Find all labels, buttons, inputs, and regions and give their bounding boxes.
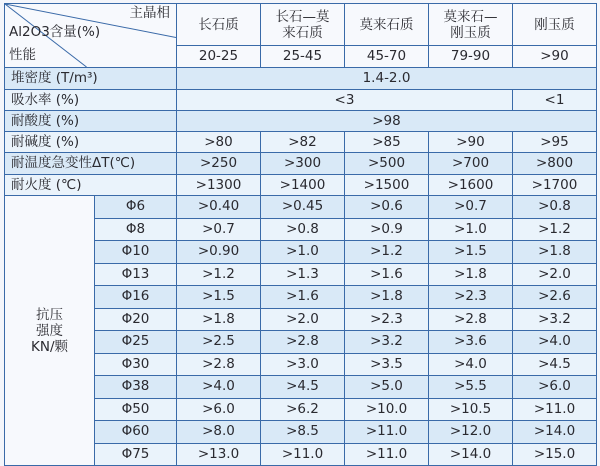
diameter-label: Φ30: [95, 353, 177, 376]
property-value: >82: [261, 132, 345, 153]
property-row: [5, 175, 597, 196]
strength-value: >6.0: [513, 376, 597, 399]
property-value: >1300: [177, 175, 261, 196]
strength-label-line: 抗压: [36, 306, 63, 323]
strength-value: >2.8: [177, 353, 261, 376]
phase-header-2: 长石—莫 来石质: [261, 4, 345, 46]
property-value: 1.4-2.0: [177, 68, 597, 90]
alumina-range-3: 45-70: [345, 46, 429, 68]
strength-value: >3.2: [513, 308, 597, 331]
property-value: >95: [513, 132, 597, 153]
property-row: [5, 111, 597, 132]
strength-value: >1.5: [177, 286, 261, 309]
strength-value: >1.8: [429, 263, 513, 286]
strength-label-cell: [5, 196, 95, 466]
diameter-label: Φ10: [95, 241, 177, 264]
diameter-label: Φ8: [95, 218, 177, 241]
strength-value: >11.0: [513, 398, 597, 421]
strength-value: >12.0: [429, 421, 513, 444]
strength-label-line: 强度: [36, 322, 63, 339]
property-label: 耐碱度 (%): [5, 132, 177, 153]
phase-header-5: 刚玉质: [513, 4, 597, 46]
property-value: >300: [261, 153, 345, 175]
strength-value: >11.0: [261, 443, 345, 466]
property-value: >250: [177, 153, 261, 175]
diameter-label: Φ38: [95, 376, 177, 399]
header-corner-cell: [5, 4, 177, 68]
strength-value: >1.3: [261, 263, 345, 286]
diameter-label: Φ75: [95, 443, 177, 466]
property-label: 耐酸度 (%): [5, 111, 177, 132]
phase-header-3: 莫来石质: [345, 4, 429, 46]
strength-value: >0.8: [261, 218, 345, 241]
strength-value: >3.0: [261, 353, 345, 376]
strength-value: >1.8: [513, 241, 597, 264]
strength-value: >6.2: [261, 398, 345, 421]
strength-value: >14.0: [513, 421, 597, 444]
property-label: 堆密度 (T/m³): [5, 68, 177, 90]
strength-value: >0.9: [345, 218, 429, 241]
strength-value: >4.0: [177, 376, 261, 399]
strength-value: >11.0: [345, 443, 429, 466]
property-value: >80: [177, 132, 261, 153]
property-value: >1700: [513, 175, 597, 196]
strength-value: >1.6: [345, 263, 429, 286]
strength-value: >5.5: [429, 376, 513, 399]
property-label: 耐火度 (℃): [5, 175, 177, 196]
strength-value: >0.45: [261, 196, 345, 219]
property-value: >1600: [429, 175, 513, 196]
diameter-label: Φ6: [95, 196, 177, 219]
strength-value: >1.2: [345, 241, 429, 264]
strength-value: >3.6: [429, 331, 513, 354]
property-label: 吸水率 (%): [5, 90, 177, 111]
strength-value: >15.0: [513, 443, 597, 466]
property-row: [5, 68, 597, 90]
strength-value: >2.3: [345, 308, 429, 331]
strength-value: >3.2: [345, 331, 429, 354]
alumina-range-1: 20-25: [177, 46, 261, 68]
diameter-label: Φ16: [95, 286, 177, 309]
strength-value: >1.2: [513, 218, 597, 241]
strength-value: >0.6: [345, 196, 429, 219]
property-value: >85: [345, 132, 429, 153]
property-value: >90: [429, 132, 513, 153]
strength-value: >2.5: [177, 331, 261, 354]
strength-value: >4.5: [261, 376, 345, 399]
strength-value: >0.7: [177, 218, 261, 241]
strength-value: >1.8: [345, 286, 429, 309]
strength-value: >4.5: [513, 353, 597, 376]
alumina-range-5: >90: [513, 46, 597, 68]
property-value: >500: [345, 153, 429, 175]
diameter-label: Φ60: [95, 421, 177, 444]
strength-value: >1.5: [429, 241, 513, 264]
strength-value: >6.0: [177, 398, 261, 421]
strength-value: >2.8: [429, 308, 513, 331]
strength-value: >0.90: [177, 241, 261, 264]
strength-value: >13.0: [177, 443, 261, 466]
property-value: >700: [429, 153, 513, 175]
property-row: [5, 90, 597, 111]
strength-value: >3.5: [345, 353, 429, 376]
strength-value: >1.6: [261, 286, 345, 309]
strength-value: >2.3: [429, 286, 513, 309]
strength-value: >4.0: [429, 353, 513, 376]
property-value: >800: [513, 153, 597, 175]
strength-value: >8.5: [261, 421, 345, 444]
strength-value: >14.0: [429, 443, 513, 466]
phase-header-4: 莫来石— 刚玉质: [429, 4, 513, 46]
strength-value: >10.0: [345, 398, 429, 421]
property-row: [5, 132, 597, 153]
strength-value: >0.7: [429, 196, 513, 219]
corner-label-alumina: Al2O3含量(%): [9, 24, 101, 40]
property-value: <3: [177, 90, 513, 111]
diameter-label: Φ25: [95, 331, 177, 354]
property-value: <1: [513, 90, 597, 111]
alumina-range-2: 25-45: [261, 46, 345, 68]
strength-row: [5, 196, 597, 219]
property-row: [5, 153, 597, 175]
diameter-label: Φ50: [95, 398, 177, 421]
phase-header-1: 长石质: [177, 4, 261, 46]
alumina-range-4: 79-90: [429, 46, 513, 68]
strength-value: >10.5: [429, 398, 513, 421]
ceramic-ball-property-table: [4, 3, 597, 466]
strength-value: >0.40: [177, 196, 261, 219]
strength-value: >1.2: [177, 263, 261, 286]
strength-value: >1.0: [429, 218, 513, 241]
diameter-label: Φ13: [95, 263, 177, 286]
property-table-wrapper: [4, 3, 596, 463]
strength-value: >2.0: [513, 263, 597, 286]
strength-value: >1.0: [261, 241, 345, 264]
strength-value: >2.0: [261, 308, 345, 331]
strength-value: >2.6: [513, 286, 597, 309]
property-label: 耐温度急变性ΔT(℃): [5, 153, 177, 175]
corner-label-phase: 主晶相: [129, 5, 170, 21]
corner-label-property: 性能: [9, 47, 36, 63]
diameter-label: Φ20: [95, 308, 177, 331]
strength-value: >0.8: [513, 196, 597, 219]
property-value: >1400: [261, 175, 345, 196]
strength-label-line: KN/颗: [31, 338, 68, 355]
strength-value: >11.0: [345, 421, 429, 444]
strength-value: >4.0: [513, 331, 597, 354]
strength-value: >5.0: [345, 376, 429, 399]
strength-value: >2.8: [261, 331, 345, 354]
strength-value: >1.8: [177, 308, 261, 331]
property-value: >98: [177, 111, 597, 132]
property-value: >1500: [345, 175, 429, 196]
strength-value: >8.0: [177, 421, 261, 444]
